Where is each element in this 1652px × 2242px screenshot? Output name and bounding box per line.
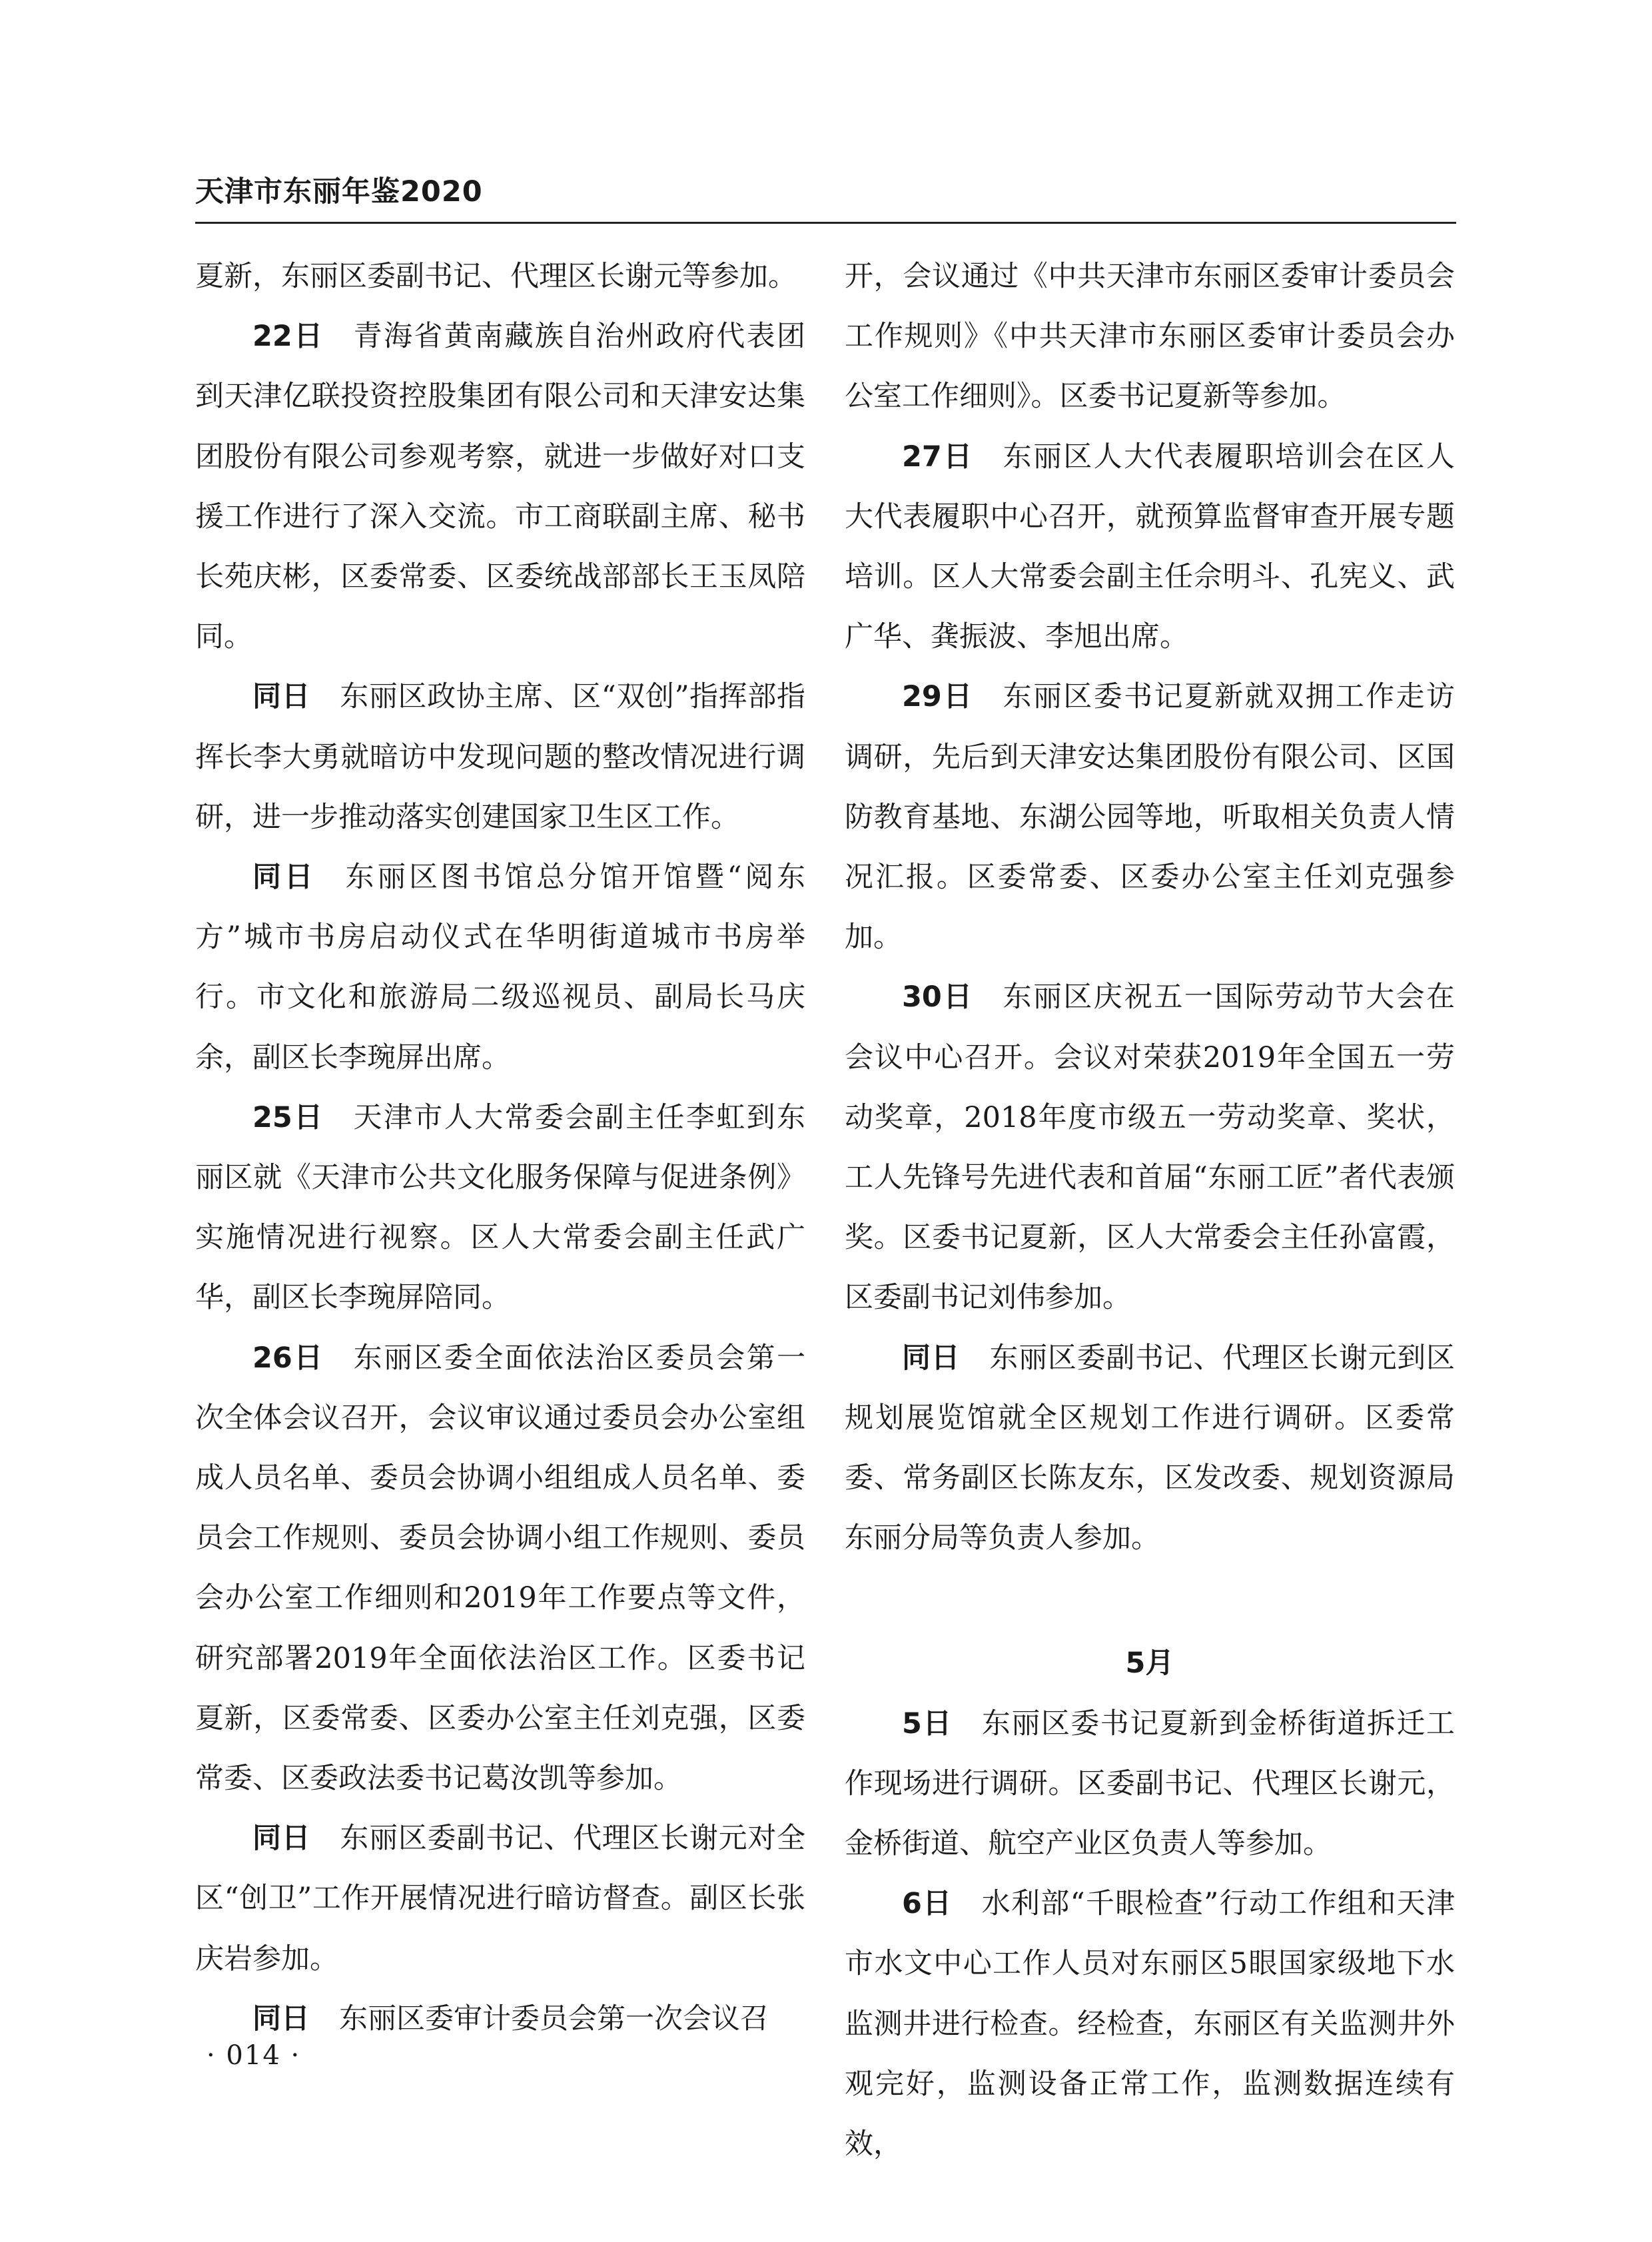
entry-date: 同日 [252,680,311,714]
paragraph [845,667,1455,967]
paragraph [845,1874,1455,2174]
entry-date: 25日 [252,1100,324,1134]
header-rule [195,222,1456,224]
right-column-bottom [845,1694,1455,2175]
paragraph [845,1328,1455,1569]
entry-text: 东丽区委副书记、代理区长谢元对全区“创卫”工作开展情况进行暗访督查。副区长张庆岩参加。 [195,1822,806,1976]
entry-date: 26日 [252,1341,324,1375]
running-head-title: 天津市东丽年鉴2020 [195,175,483,208]
entry-text: 东丽区委书记夏新就双拥工作走访调研，先后到天津安达集团股份有限公司、区国防教育基地、东湖公园等地，听取相关负责人情况汇报。区委常委、区委办公室主任刘克强参加。 [845,680,1455,954]
paragraph [195,847,805,1088]
paragraph [195,1808,805,1989]
entry-date: 同日 [902,1341,961,1375]
right-column [845,246,1455,2174]
entry-text: 东丽区图书馆总分馆开馆暨“阅东方”城市书房启动仪式在华明街道城市书房举行。市文化和旅游局二级巡视员、副局长马庆余，副区长李琬屏出席。 [195,861,806,1074]
entry-text: 东丽区委全面依法治区委员会第一次全体会议召开，会议审议通过委员会办公室组成人员名单、委员会协调小组组成人员名单、委员会工作规则、委员会协调小组工作规则、委员会办公室工作细则和2019年工作要点等文件，研究部署2019年全面依法治区工作。区委书记夏新，区委常委、区委办公室主任刘克强，区委常委、区委政法委书记葛汝凯等参加。 [195,1341,805,1796]
paragraph [195,1328,805,1809]
entry-date: 5日 [902,1706,953,1740]
entry-text: 开，会议通过《中共天津市东丽区委审计委员会工作规则》《中共天津市东丽区委审计委员会办公室工作细则》。区委书记夏新等参加。 [845,260,1455,414]
entry-text: 东丽区政协主席、区“双创”指挥部指挥长李大勇就暗访中发现问题的整改情况进行调研，进一步推动落实创建国家卫生区工作。 [195,680,806,834]
paragraph [845,427,1455,667]
entry-date: 30日 [902,980,974,1014]
page-number: · 014 · [206,2040,301,2071]
entry-text: 东丽区人大代表履职培训会在区人大代表履职中心召开，就预算监督审查开展专题培训。区人大常委会副主任佘明斗、孔宪义、武广华、龚振波、李旭出席。 [845,440,1455,654]
paragraph [845,967,1455,1327]
section-heading: 5月 [1125,1647,1174,1681]
entry-text: 东丽区委书记夏新到金桥街道拆迁工作现场进行调研。区委副书记、代理区长谢元，金桥街道、航空产业区负责人等参加。 [845,1706,1455,1861]
right-column-top [845,246,1455,1568]
entry-text: 天津市人大常委会副主任李虹到东丽区就《天津市公共文化服务保障与促进条例》实施情况进行视察。区人大常委会副主任武广华，副区长李琬屏陪同。 [195,1100,805,1315]
paragraph [195,667,805,847]
paragraph [195,246,805,306]
entry-date: 同日 [252,861,316,895]
entry-text: 青海省黄南藏族自治州政府代表团到天津亿联投资控股集团有限公司和天津安达集团股份有限公司参观考察，就进一步做好对口支援工作进行了深入交流。市工商联副主席、秘书长苑庆彬，区委常委、区委统战部部长王玉凤陪同。 [195,320,805,654]
entry-date: 27日 [902,440,974,474]
entry-date: 29日 [902,680,974,714]
entry-date: 22日 [252,320,324,354]
paragraph [845,246,1455,427]
entry-text: 东丽区委审计委员会第一次会议召 [339,2002,769,2036]
entry-date: 同日 [252,2002,310,2036]
paragraph [845,1694,1455,1874]
entry-text: 东丽区庆祝五一国际劳动节大会在会议中心召开。会议对荣获2019年全国五一劳动奖章，2018年度市级五一劳动奖章、奖状，工人先锋号先进代表和首届“东丽工匠”者代表颁奖。区委书记夏新，区人大常委会主任孙富霞，区委副书记刘伟参加。 [845,980,1455,1315]
entry-date: 同日 [252,1822,311,1856]
entry-text: 水利部“千眼检查”行动工作组和天津市水文中心工作人员对东丽区5眼国家级地下水监测井进行检查。经检查，东丽区有关监测井外观完好，监测设备正常工作，监测数据连续有效， [845,1887,1455,2161]
left-column [195,246,805,2049]
paragraph [195,1088,805,1328]
paragraph [195,306,805,667]
entry-date: 6日 [902,1887,953,1921]
entry-text: 夏新，东丽区委副书记、代理区长谢元等参加。 [195,260,797,293]
entry-text: 东丽区委副书记、代理区长谢元到区规划展览馆就全区规划工作进行调研。区委常委、常务副区长陈友东，区发改委、规划资源局东丽分局等负责人参加。 [845,1341,1455,1555]
